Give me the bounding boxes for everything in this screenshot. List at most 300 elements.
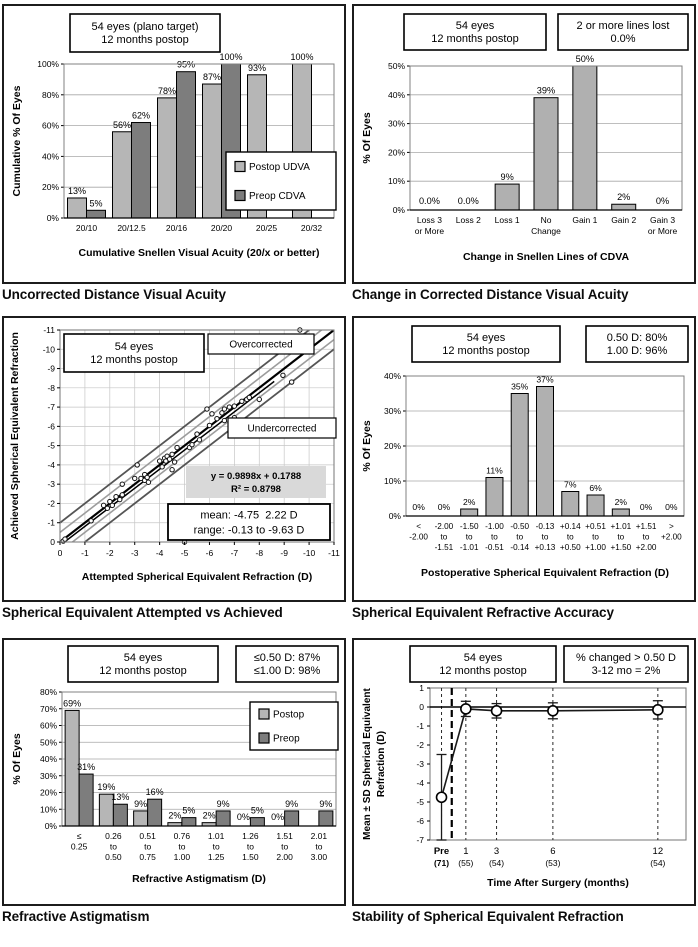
bar [250,818,264,826]
bar-value-label: 50% [575,54,595,64]
info-box-text: 54 eyes [466,332,506,344]
y-axis-title: Refraction (D) [376,730,387,798]
bar-value-label: 100% [219,52,243,62]
data-point [240,399,244,403]
x-tick-label: +2.00 [661,532,682,542]
x-tick-label: 20/32 [300,223,323,233]
y-tick-label: 80% [39,687,57,697]
bar-value-label: 2% [614,497,628,507]
y-tick-label: 100% [37,59,59,69]
data-point [289,380,293,384]
x-tick-label: 2.01 [310,831,328,841]
bar [486,478,503,517]
x-tick-label: +2.00 [635,543,657,552]
info-box-text: 12 months postop [442,345,530,357]
info-box-text: 12 months postop [99,665,187,677]
x-tick-label: 1.01 [207,831,225,841]
y-axis-title: Cumulative % Of Eyes [11,85,23,197]
x-tick-n-label: (54) [488,858,505,868]
x-tick-label: -0.50 [510,522,530,531]
x-tick-label: 20/25 [255,223,278,233]
x-tick-label: Loss 1 [494,215,520,225]
data-point [227,405,231,409]
bar-value-label: 62% [131,110,151,121]
y-tick-label: 20% [387,147,405,158]
mean-marker [548,706,558,716]
bar-value-label: 16% [145,787,164,798]
x-tick-label: No [540,215,552,225]
bar-value-label: 5% [250,805,264,816]
mean-marker [653,705,663,715]
x-tick-label: 0 [57,548,63,558]
x-tick-label: 20/20 [210,223,233,233]
cell-stability [352,638,696,925]
y-tick-label: 0 [50,537,55,547]
bar [216,811,230,826]
data-point [146,480,150,484]
data-point [135,463,139,467]
x-tick-label: 0.25 [70,841,88,852]
undercorrected-label: Undercorrected [247,423,317,435]
bar-value-label: 0.0% [418,196,440,206]
bar [132,123,151,218]
x-tick-label: -1.51 [434,543,454,552]
bar [612,204,636,210]
x-tick-label: -5 [180,548,189,558]
x-tick-label: -1.50 [459,522,479,531]
y-axis-title: % Of Eyes [361,420,373,472]
x-tick-label: to [541,532,549,542]
y-tick-label: -5 [416,797,424,807]
data-point [222,407,226,411]
data-point [133,476,137,480]
stats-text: range: -0.13 to -9.63 D [193,524,305,537]
x-tick-label: Loss 2 [455,215,481,225]
bar-value-label: 0% [412,502,425,512]
bar-value-label: 13% [67,185,87,196]
x-tick-label: 12 [652,846,664,857]
x-tick-label: to [642,532,650,542]
data-point [190,442,194,446]
y-tick-label: -8 [47,382,55,393]
y-tick-label: 40% [387,89,405,100]
data-point [210,412,214,416]
x-axis-title: Refractive Astigmatism (D) [132,873,266,885]
cell-cdva-change [352,4,696,303]
bar [113,804,127,826]
x-tick-label: -0.51 [485,543,504,552]
legend-item-label: Preop CDVA [249,191,306,202]
data-point [172,460,176,464]
x-tick-label: Pre [433,846,450,857]
info-box-text: 54 eyes [463,652,503,664]
bar-value-label: 87% [202,72,222,83]
panel-stability [352,638,696,906]
data-point [222,418,226,422]
x-tick-n-label: (53) [545,858,561,868]
bar-value-label: 35% [511,381,529,392]
y-tick-label: 70% [39,703,57,714]
data-point [197,438,201,442]
bar-value-label: 2% [168,810,182,821]
y-tick-label: -5 [47,440,55,451]
y-tick-label: 50% [387,61,405,71]
x-tick-label: -4 [155,548,164,558]
x-tick-label: +1.01 [610,522,632,531]
y-axis-title: % Of Eyes [11,733,23,785]
data-point [205,407,209,411]
y-tick-label: 10% [387,176,405,187]
x-tick-label: -2 [106,548,114,558]
bar-value-label: 2% [202,810,216,821]
bar-value-label: 5% [89,198,103,209]
x-tick-label: to [592,532,599,542]
x-tick-label: -3 [130,548,139,558]
x-tick-label: > [668,522,674,531]
legend-swatch [259,709,269,719]
y-tick-label: 30% [39,770,57,781]
bar [511,394,528,517]
panel-se-accuracy [352,316,696,602]
x-axis-title: Postoperative Spherical Equivalent Refraction (D) [421,567,669,579]
x-tick-label: 3.00 [310,852,328,862]
cell-astigmatism [2,638,346,925]
x-tick-label: 0.26 [105,831,122,841]
data-point [170,468,174,472]
info-box-text: ≤0.50 D: 87% [253,652,321,664]
y-tick-label: 0% [44,821,57,831]
y-tick-label: -4 [416,778,424,788]
x-tick-label: < [416,522,422,531]
x-tick-label: Change [531,226,561,236]
y-tick-label: 30% [387,118,405,129]
bar [495,184,519,210]
data-point [118,497,122,501]
bar [587,495,604,516]
bar-value-label: 39% [536,85,556,96]
bar [537,387,554,517]
x-tick-label: Gain 2 [611,215,637,225]
info-box-text: 3-12 mo = 2% [591,665,661,677]
bar-value-label: 9% [134,798,148,809]
x-tick-label: to [440,532,448,542]
bar-value-label: 0% [655,196,670,206]
info-box-text: 54 eyes [455,20,495,32]
bar-value-label: 9% [216,798,230,809]
y-tick-label: 0% [46,213,59,223]
legend-swatch [235,191,245,201]
legend-item-label: Preop [273,733,300,745]
y-tick-label: -4 [47,459,55,470]
y-tick-label: -7 [47,402,55,413]
cell-attempted-achieved [2,316,346,621]
bar-value-label: 2% [617,192,631,203]
info-box-text: 0.0% [610,33,636,45]
x-tick-label: +0.51 [585,522,606,531]
bar-value-label: 78% [157,85,177,96]
bar [319,811,333,826]
caption-uncorrected-dva: Uncorrected Distance Visual Acuity [2,287,226,302]
y-tick-label: -10 [42,344,55,355]
bar [612,509,629,516]
bar-value-label: 9% [500,172,514,183]
info-box-text: 0.50 D: 80% [606,332,668,344]
bar-value-label: 9% [285,798,299,809]
x-tick-label: -2.00 [409,532,428,542]
x-tick-label: 20/16 [165,223,188,233]
y-tick-label: 20% [383,441,401,451]
bar-value-label: 19% [97,782,116,793]
x-tick-label: ≤ [76,831,82,841]
data-point [281,373,285,377]
bar [79,774,93,826]
x-tick-label: to [465,532,473,542]
x-tick-label: 1.50 [242,852,259,862]
y-tick-label: 10% [39,804,57,815]
astigmatism-chart [4,640,344,904]
x-axis-title: Change in Snellen Lines of CDVA [462,251,630,263]
x-tick-label: +0.13 [534,543,556,552]
data-point [167,457,171,461]
x-tick-label: 0.51 [139,831,156,841]
y-tick-label: -6 [47,421,55,432]
y-axis-title: % Of Eyes [361,112,373,164]
data-point [232,404,236,408]
x-tick-label: -1.01 [459,543,479,552]
y-tick-label: 1 [419,683,424,693]
panel-cdva-change [352,4,696,284]
bar [285,811,299,826]
x-tick-label: -1.00 [485,522,504,531]
y-tick-label: 40% [39,754,57,764]
info-box-text: 12 months postop [439,665,527,677]
stability-chart [354,640,694,904]
x-tick-n-label: (71) [433,858,450,868]
bar-value-label: 5% [182,805,196,816]
x-tick-label: +1.00 [585,543,606,552]
info-box [64,334,204,372]
x-tick-label: 2.00 [276,852,293,862]
x-tick-label: 3 [493,846,500,857]
x-tick-label: or More [647,226,678,236]
data-point [89,519,93,523]
bar [158,98,177,218]
udva-chart [4,6,344,282]
panel-attempted-achieved [2,316,346,602]
info-box-text: 12 months postop [431,33,519,45]
x-tick-label: to [617,532,625,542]
bar-value-label: 0% [271,812,285,822]
info-box [70,14,220,52]
bar-value-label: 56% [112,119,132,130]
bar-value-label: 100% [290,52,314,62]
y-tick-label: 10% [383,476,401,486]
bar [177,72,196,218]
bar-value-label: 9% [319,798,333,809]
info-box-text: 12 months postop [90,354,178,366]
mean-line [442,709,658,797]
overcorrected-label: Overcorrected [229,339,293,351]
data-point [170,452,174,456]
y-tick-label: -2 [416,740,424,750]
x-tick-label: 1.25 [207,852,225,862]
cdva-change-chart [354,6,694,282]
x-tick-label: to [315,841,323,852]
y-tick-label: -1 [416,721,424,731]
bar-value-label: 13% [111,792,130,803]
legend-swatch [235,162,245,172]
x-tick-label: -0.14 [510,543,530,552]
y-tick-label: 40% [41,151,59,162]
data-point [63,537,67,541]
bar-value-label: 0% [236,812,250,822]
legend-swatch [259,733,269,743]
info-box-text: 54 eyes (plano target) [91,21,199,33]
bar [68,198,87,218]
y-tick-label: 0 [419,702,424,712]
x-axis-title: Attempted Spherical Equivalent Refraction (D) [81,571,313,583]
x-tick-label: -8 [255,548,264,558]
bar [87,210,106,218]
bar-value-label: 2% [462,497,476,507]
bar [573,66,597,210]
bar [182,818,196,826]
y-tick-label: 0% [388,511,401,521]
x-tick-label: +1.50 [610,543,632,552]
y-axis-title: Mean ± SD Spherical Equivalent [362,688,373,840]
x-tick-label: Loss 3 [416,215,442,225]
x-tick-label: 6 [550,846,556,857]
caption-cdva-change: Change in Corrected Distance Visual Acuity [352,287,629,302]
x-axis-title: Cumulative Snellen Visual Acuity (20/x or better) [78,247,320,259]
y-tick-label: 60% [41,120,59,131]
x-tick-label: 1.51 [276,831,293,841]
bar [203,84,222,218]
x-tick-label: to [246,841,254,852]
equation-text: y = 0.9898x + 0.1788 [210,471,302,482]
x-tick-label: -1 [81,548,89,558]
data-point [257,397,261,401]
data-point [105,506,109,510]
bar-value-label: 6% [589,483,602,493]
mean-marker [492,706,502,716]
x-tick-n-label: (54) [650,858,666,868]
caption-attempted-achieved: Spherical Equivalent Attempted vs Achieved [2,605,283,620]
bar-value-label: 7% [564,479,577,490]
y-tick-label: -3 [47,479,55,490]
x-tick-label: -7 [230,548,239,558]
x-tick-label: -2.00 [434,522,454,531]
y-tick-label: -11 [43,325,55,335]
data-point [145,475,149,479]
x-tick-label: +0.14 [559,522,581,531]
x-tick-label: 1.26 [242,831,259,841]
cell-se-accuracy [352,316,696,621]
x-tick-label: to [281,841,289,852]
legend-item-label: Postop UDVA [249,162,310,173]
panel-astigmatism [2,638,346,906]
bar-value-label: 0% [639,502,653,512]
bar-value-label: 37% [536,374,554,385]
mean-marker [437,792,447,802]
data-point [160,465,164,469]
x-tick-label: 1 [463,846,469,857]
x-tick-label: +0.50 [559,543,581,552]
y-tick-label: 50% [39,737,57,748]
info-box-text: % changed > 0.50 D [576,652,676,664]
bar-value-label: 95% [176,59,196,70]
data-point [175,445,179,449]
bar [562,492,579,517]
data-point [215,416,219,420]
data-point [247,395,251,399]
info-box-text: 2 or more lines lost [576,20,670,32]
se-accuracy-chart [354,318,694,600]
equation-text: R² = 0.8798 [231,484,281,495]
x-tick-label: Gain 3 [650,215,676,225]
legend-item-label: Postop [273,709,305,721]
y-tick-label: 60% [39,720,57,731]
bar [113,132,132,218]
x-tick-label: or More [414,226,445,236]
bar [461,509,478,516]
x-tick-label: to [144,841,152,852]
x-tick-label: 0.75 [139,852,156,862]
x-tick-label: to [491,532,498,542]
x-tick-label: to [566,532,574,542]
info-box-text: 1.00 D: 96% [606,345,668,357]
stats-text: mean: -4.75 2.22 D [200,509,298,522]
y-tick-label: 20% [39,787,57,798]
bar-value-label: 0.0% [457,196,479,206]
y-tick-label: -1 [47,517,55,528]
attempted-achieved-chart [4,318,344,600]
y-tick-label: 80% [41,89,59,100]
x-tick-label: +1.51 [635,522,657,531]
info-box-text: 12 months postop [101,34,189,46]
x-tick-label: 0.50 [105,852,122,862]
y-tick-label: 20% [41,182,59,193]
x-tick-label: to [516,532,524,542]
bar-value-label: 69% [63,698,82,709]
caption-se-accuracy: Spherical Equivalent Refractive Accuracy [352,605,614,620]
x-tick-label: to [212,841,220,852]
data-point [157,459,161,463]
x-tick-label: 0.76 [173,831,191,841]
info-box-text: ≤1.00 D: 98% [253,665,321,677]
cell-udva [2,4,346,303]
y-tick-label: -2 [47,498,55,509]
x-tick-label: 20/10 [75,223,98,233]
data-point [195,432,199,436]
y-tick-label: 40% [383,371,401,381]
bar-value-label: 11% [486,465,503,476]
info-box-text: 54 eyes [123,652,163,664]
x-tick-label: Gain 1 [572,215,598,225]
x-tick-label: to [109,841,117,852]
data-point [207,423,211,427]
y-tick-label: -3 [416,759,424,769]
info-box-text: 54 eyes [114,341,154,353]
caption-stability: Stability of Spherical Equivalent Refraction [352,909,624,924]
y-tick-label: -9 [47,363,55,374]
data-point [110,503,114,507]
y-tick-label: 30% [383,406,401,416]
y-axis-title: Achieved Spherical Equivalent Refraction [9,332,21,540]
x-tick-label: -6 [205,548,214,558]
x-tick-label: to [178,841,186,852]
x-tick-label: -0.13 [535,522,555,531]
